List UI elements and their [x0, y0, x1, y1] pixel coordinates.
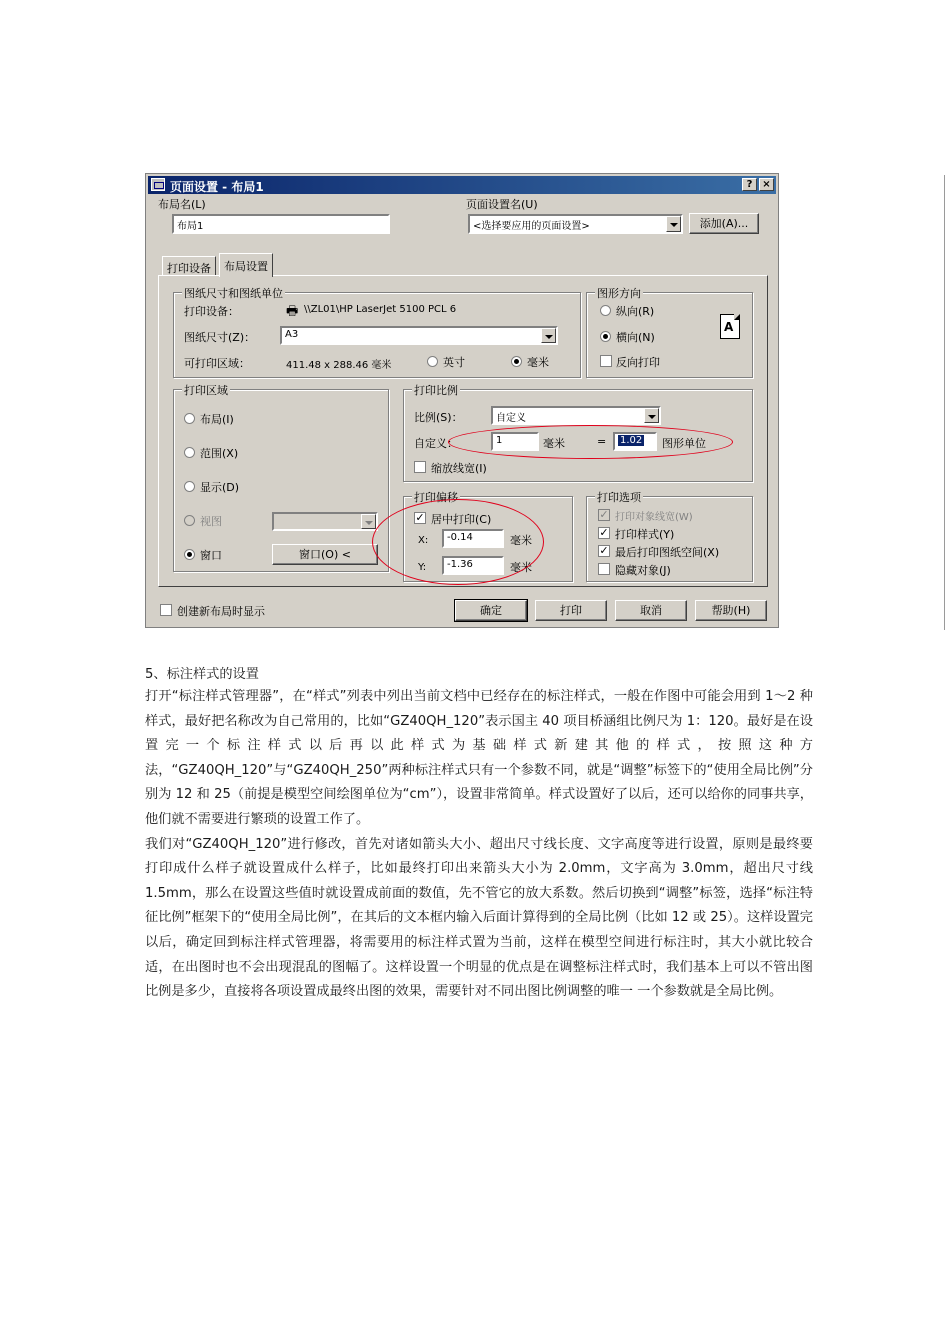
x-mm-unit: 毫米 [510, 534, 532, 547]
scale-label: 比例(S)： [414, 411, 463, 424]
plot-styles-label: 打印样式(Y) [615, 528, 675, 541]
orientation-group-title: 图形方向 [597, 287, 641, 300]
portrait-label: 纵向(R) [616, 305, 655, 318]
units-mm-label: 毫米 [527, 356, 549, 369]
landscape-radio[interactable] [600, 331, 611, 342]
plot-button[interactable]: 打印 [535, 600, 607, 621]
article-body [145, 685, 813, 1005]
hide-objects-checkbox[interactable] [598, 563, 610, 575]
help-icon[interactable]: ? [742, 178, 757, 191]
ok-button[interactable]: 确定 [455, 600, 527, 621]
paragraph: 我们对“GZ40QH_120”进行修改，首先对诸如箭头大小、超出尺寸线长度、文字高度等进行设置，原则是最终要打印成什么样子就设置成什么样子，比如最终打印出来箭头大小为 2.0mm，文字高为 3.0mm，超出尺寸线 1.5mm，那么在设置这些值时就设置成前面的数值，先不管它的放大系数。然后切换到“调整”标签，选择“标注特征比例”框架下的“使用全局比例”，在其后的文本框内输入后面计算得到的全局比例（比如 12 或 25）。这样设置完以后，确定回到标注样式管理器，将需要用的标注样式置为当前，这样在模型空间进行标注时，其大小就比较合适，在出图时也不会出现混乱的图幅了。这样设置一个明显的优点是在调整标注样式时，我们基本上可以不管出图比例是多少，直接将各项设置成最终出图的效果，需要针对不同出图比例调整的唯一 一个参数就是全局比例。 [145, 836, 813, 1000]
area-view-label: 视图 [200, 515, 222, 528]
area-extents-label: 范围(X) [200, 447, 239, 460]
custom-mm-unit: 毫米 [543, 437, 565, 450]
view-select[interactable] [272, 512, 378, 531]
help-button[interactable]: 帮助(H) [695, 600, 767, 621]
drawing-units-label: 图形单位 [662, 437, 706, 450]
app-icon [151, 178, 165, 191]
reverse-print-label: 反向打印 [616, 356, 660, 369]
hide-objects-label: 隐藏对象(J) [615, 564, 671, 577]
paper-size-value: A3 [285, 329, 299, 340]
landscape-label: 横向(N) [616, 331, 655, 344]
paperspace-last-checkbox[interactable]: ✓ [599, 544, 609, 557]
area-view-radio[interactable] [184, 515, 195, 526]
paperspace-last-label: 最后打印图纸空间(X) [615, 546, 720, 559]
section-heading: 5、标注样式的设置 [145, 667, 259, 682]
layout-name-input[interactable]: 布局1 [172, 214, 390, 234]
plot-options-group-title: 打印选项 [597, 491, 641, 504]
dialog-titlebar [148, 176, 776, 194]
add-button[interactable]: 添加(A)... [689, 213, 759, 234]
chevron-down-icon[interactable] [666, 216, 681, 232]
plot-lineweights-checkbox[interactable]: ✓ [599, 508, 609, 521]
y-mm-unit: 毫米 [510, 561, 532, 574]
portrait-radio[interactable] [600, 305, 611, 316]
show-on-create-checkbox[interactable] [160, 604, 172, 616]
tab-layout-settings[interactable]: 布局设置 [219, 253, 273, 277]
print-area-group-title: 打印区域 [184, 384, 228, 397]
page-setup-name-select[interactable] [468, 214, 683, 234]
dialog-title: 页面设置 - 布局1 [170, 180, 264, 194]
paper-size-select[interactable] [280, 326, 558, 345]
scale-lineweights-label: 缩放线宽(I) [431, 462, 487, 475]
area-window-radio[interactable] [184, 549, 195, 560]
area-window-label: 窗口 [200, 549, 222, 562]
chevron-down-icon[interactable] [644, 408, 659, 423]
y-label: Y: [418, 562, 427, 573]
paragraph: 打开“标注样式管理器”，在“样式”列表中列出当前文档中已经存在的标注样式，一般在作图中可能会用到 1～2 种样式，最好把名称改为自己常用的，比如“GZ40QH_120”表示国主 40 项目桥涵组比例尺为 1：120。最好是在设置完一个标注样式以后再以此样式为基础样式新建其他的样式，按照这种方法，“GZ40QH_120”与“GZ40QH_250”两种标注样式只有一个参数不同，就是“调整”标签下的“使用全局比例”分别为 12 和 25（前提是模型空间绘图单位为“cm”），设置非常简单。样式设置好了以后，还可以给你的同事共享，他们就不需要进行繁琐的设置工作了。 [145, 689, 813, 827]
plot-styles-checkbox[interactable]: ✓ [599, 526, 609, 539]
layout-name-label: 布局名(L) [158, 198, 206, 211]
center-plot-label: 居中打印(C) [431, 513, 492, 526]
scale-select[interactable] [491, 406, 661, 425]
area-layout-label: 布局(I) [200, 413, 234, 426]
area-display-radio[interactable] [184, 481, 195, 492]
equals-sign: = [597, 435, 607, 448]
window-pick-button[interactable]: 窗口(O) < [272, 544, 378, 565]
page-setup-name-value: <选择要应用的页面设置> [473, 221, 590, 232]
scale-lineweights-checkbox[interactable] [414, 461, 426, 473]
red-highlight-oval [372, 499, 544, 585]
plot-device-label: 打印设备： [184, 305, 239, 318]
chevron-down-icon[interactable] [361, 514, 376, 529]
center-plot-checkbox[interactable]: ✓ [415, 511, 425, 524]
show-on-create-label: 创建新布局时显示 [177, 605, 265, 618]
x-offset-input[interactable]: -0.14 [442, 529, 504, 548]
x-label: X: [418, 535, 429, 546]
red-highlight-oval [448, 425, 733, 459]
custom-scale-label: 自定义： [414, 437, 458, 450]
printer-icon: 🖶 [286, 304, 299, 319]
plot-lineweights-label: 打印对象线宽(W) [615, 512, 693, 523]
reverse-print-checkbox[interactable] [600, 355, 612, 367]
page-setup-name-label: 页面设置名(U) [466, 198, 538, 211]
units-mm-radio[interactable] [511, 356, 522, 367]
custom-mm-input[interactable]: 1 [491, 432, 539, 451]
printable-area-label: 可打印区域： [184, 357, 250, 370]
paper-size-group-title: 图纸尺寸和图纸单位 [184, 287, 283, 300]
page-edge-line [944, 175, 945, 630]
units-inch-radio[interactable] [427, 356, 438, 367]
page-setup-dialog [145, 173, 779, 628]
plot-device-value: \\ZL01\HP LaserJet 5100 PCL 6 [304, 304, 457, 315]
area-display-label: 显示(D) [200, 481, 240, 494]
drawing-units-value: 1.02 [620, 435, 643, 446]
chevron-down-icon[interactable] [541, 328, 556, 343]
plot-scale-group-title: 打印比例 [414, 384, 458, 397]
printable-area-value: 411.48 x 288.46 毫米 [286, 360, 392, 371]
area-extents-radio[interactable] [184, 447, 195, 458]
scale-value: 自定义 [496, 413, 526, 424]
tab-print-device[interactable]: 打印设备 [162, 256, 216, 276]
units-inch-label: 英寸 [443, 356, 465, 369]
y-offset-input[interactable]: -1.36 [442, 556, 504, 575]
paper-size-label: 图纸尺寸(Z)： [184, 331, 256, 344]
close-icon[interactable]: × [759, 178, 774, 191]
plot-offset-group-title: 打印偏移 [414, 491, 458, 504]
landscape-orientation-icon: A [720, 314, 740, 339]
area-layout-radio[interactable] [184, 413, 195, 424]
cancel-button[interactable]: 取消 [615, 600, 687, 621]
